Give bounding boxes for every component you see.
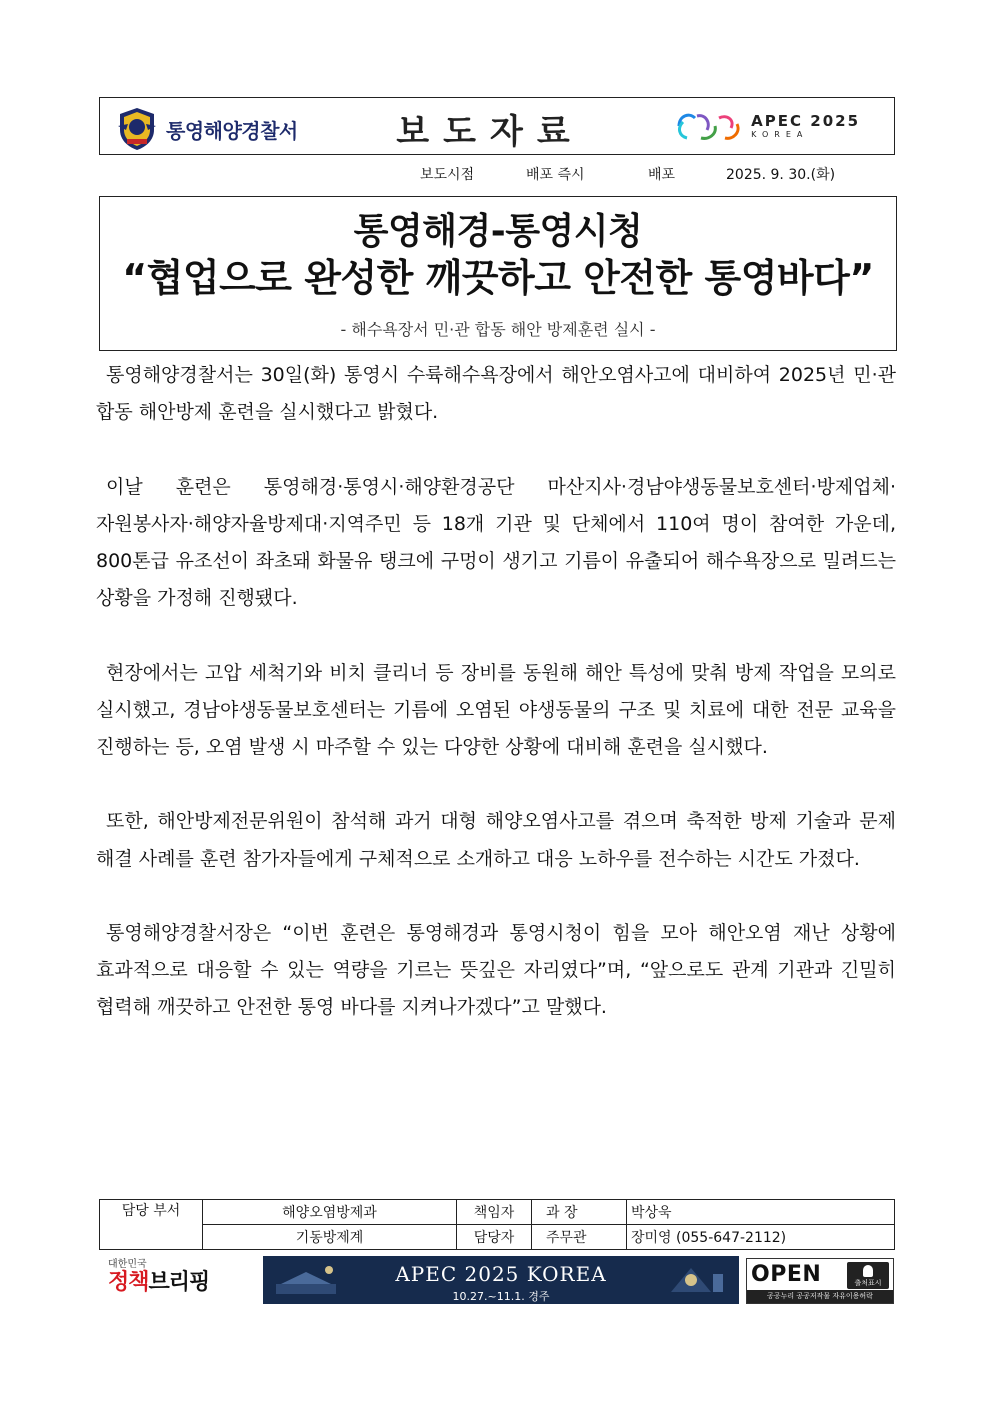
release-info [420, 164, 835, 184]
staff-label: 담당자 [457, 1225, 532, 1250]
org-name: 통영해양경찰서 [166, 118, 298, 143]
contact-table [99, 1199, 895, 1250]
policy-briefing-logo [108, 1260, 209, 1294]
doc-type-title: 보도자료 [396, 112, 584, 152]
person-icon [863, 1265, 873, 1277]
article-body [96, 357, 896, 1027]
kogl-open-license [746, 1258, 894, 1304]
team-name: 기동방제계 [203, 1225, 457, 1250]
headline-line2: “협업으로 완성한 깨끗하고 안전한 통영바다” [122, 256, 874, 300]
body-paragraph: 통영해양경찰서장은 “이번 훈련은 통영해경과 통영시청이 힘을 모아 해안오염 재난 상황에 효과적으로 대응할 수 있는 역량을 기르는 뜻깊은 자리였다”며, “앞으로도 관계 기관과 긴밀히 협력해 깨끗하고 안전한 통영 바다를 지켜나가겠다”고 말했다. [96, 921, 896, 1019]
apec-logo [675, 108, 860, 144]
lantern-illustration-icon [661, 1262, 731, 1298]
dept-label: 담당 부서 [100, 1200, 203, 1250]
body-paragraph: 또한, 해안방제전문위원이 참석해 과거 대형 해양오염사고를 겪으며 축적한 방제 기술과 문제 해결 사례를 훈련 참가자들에게 구체적으로 소개하고 대응 노하우를 전수하는 시간도 가졌다. [96, 810, 896, 870]
staff-name-phone: 장미영 (055-647-2112) [627, 1225, 895, 1250]
coast-guard-emblem-icon [114, 106, 160, 152]
dept-name: 해양오염방제과 [203, 1200, 457, 1225]
release-time-value: 배포 즉시 [526, 167, 585, 183]
banner-dates: 10.27.~11.1. 경주 [452, 1290, 550, 1303]
body-paragraph: 현장에서는 고압 세척기와 비치 클리너 등 장비를 동원해 해안 특성에 맞춰 방제 작업을 모의로 실시했고, 경남야생동물보호센터는 기름에 오염된 야생동물의 구조 및 치료에 대한 전문 교육을 진행하는 등, 오염 발생 시 마주할 수 있는 다양한 상황에 대비해 훈련을 실시했다. [96, 661, 896, 758]
staff-position: 주무관 [532, 1225, 627, 1250]
body-paragraph: 이날 훈련은 통영해경·통영시·해양환경공단 마산지사·경남야생동물보호센터·방제업체·자원봉사자·해양자율방제대·지역주민 등 18개 기관 및 단체에서 110여 명이 참여한 가운데, 800톤급 유조선이 좌초돼 화물유 탱크에 구멍이 생기고 기름이 유출되어 해수욕장으로 밀려드는 상황을 가정해 진행됐다. [96, 475, 896, 610]
headline-box [99, 196, 897, 351]
attribution-label: 출처표시 [854, 1279, 882, 1287]
apec-country: KOREA [751, 129, 809, 139]
apec-banner[interactable] [263, 1256, 739, 1304]
attribution-badge [847, 1262, 889, 1289]
banner-title: APEC 2025 KOREA [395, 1262, 607, 1286]
org-logo [114, 106, 298, 152]
policy-country: 대한민국 [108, 1259, 147, 1270]
responsible-position: 과 장 [532, 1200, 627, 1225]
apec-title: APEC 2025 [751, 111, 860, 130]
responsible-name: 박상욱 [627, 1200, 895, 1225]
policy-word-red: 정책 [108, 1270, 149, 1295]
responsible-label: 책임자 [457, 1200, 532, 1225]
footer-bar [108, 1256, 894, 1306]
apec-swirl-icon [675, 108, 745, 144]
press-release-header [99, 97, 895, 155]
release-date: 2025. 9. 30.(화) [726, 167, 836, 183]
open-caption: 공공누리 공공저작물 자유이용허락 [747, 1290, 893, 1303]
release-time-label: 보도시점 [420, 167, 475, 183]
distribution-label: 배포 [648, 167, 676, 183]
headline-line1: 통영해경-통영시청 [353, 211, 643, 252]
palace-illustration-icon [271, 1262, 341, 1298]
body-paragraph: 통영해양경찰서는 30일(화) 통영시 수륙해수욕장에서 해안오염사고에 대비하여 2025년 민·관 합동 해안방제 훈련을 실시했다고 밝혔다. [96, 364, 896, 424]
open-word: OPEN [751, 1262, 822, 1287]
policy-word: 브리핑 [148, 1270, 210, 1295]
subheadline: - 해수욕장서 민·관 합동 해안 방제훈련 실시 - [340, 320, 656, 339]
